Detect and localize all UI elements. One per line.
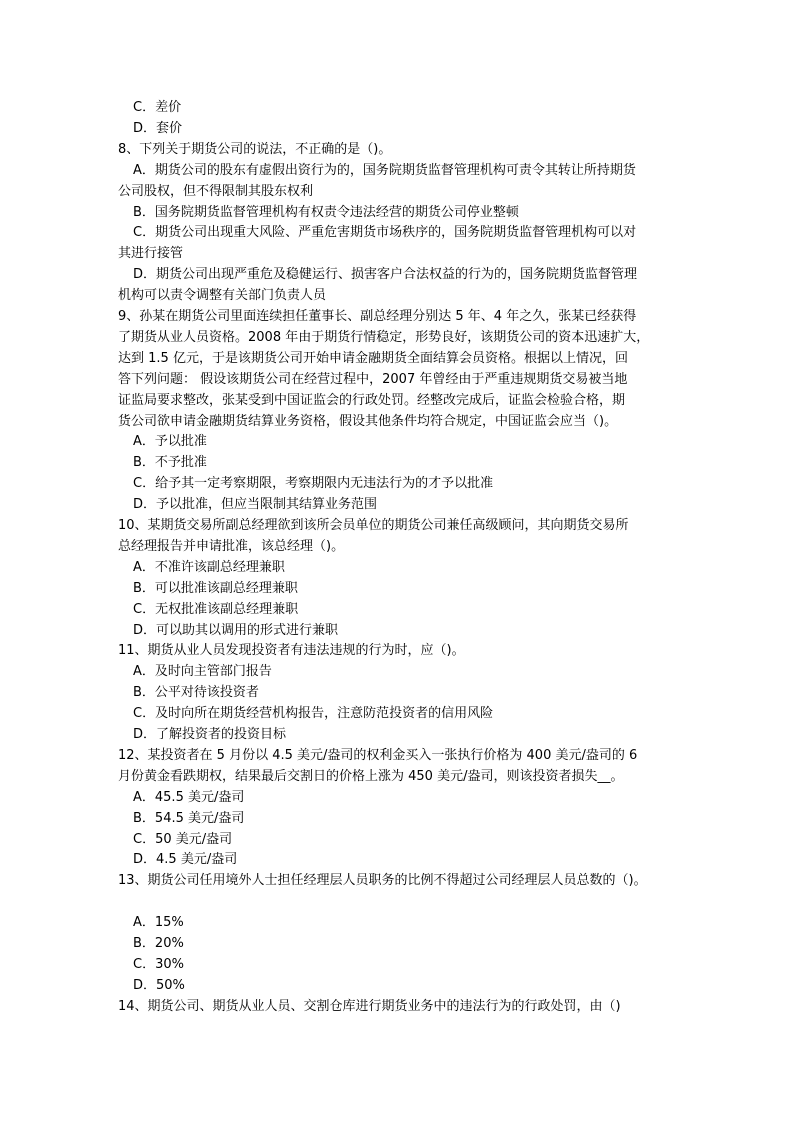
answer-option: B．可以批准该副总经理兼职 <box>133 580 298 596</box>
answer-option: D．了解投资者的投资目标 <box>133 727 287 742</box>
question-text: 公司股权，但不得限制其股东权利 <box>118 183 314 199</box>
answer-option: A．45.5 美元/盎司 <box>133 789 245 805</box>
answer-option: C．30% <box>133 956 184 972</box>
answer-option: C．给予其一定考察期限，考察期限内无违法行为的才予以批准 <box>133 476 494 492</box>
question-text: 答下列问题： 假设该期货公司在经营过程中，2007 年曾经由于严重违规期货交易被当地 <box>118 371 628 387</box>
blank-line <box>118 891 688 912</box>
answer-option: B．不予批准 <box>133 455 207 471</box>
question-text: 其进行接管 <box>118 246 184 262</box>
answer-option: D．套价 <box>133 120 183 136</box>
answer-option: B．公平对待该投资者 <box>133 685 259 701</box>
answer-option: A．期货公司的股东有虚假出资行为的，国务院期货监督管理机构可责令其转让所持期货 <box>133 162 636 178</box>
answer-option: C．50 美元/盎司 <box>133 831 233 847</box>
question-text: 9、孙某在期货公司里面连续担任董事长、副总经理分别达 5 年、4 年之久，张某已经获得 <box>118 309 637 324</box>
question-text: 月份黄金看跌期权，结果最后交割日的价格上涨为 450 美元/盎司，则该投资者损失__。 <box>118 768 624 784</box>
question-text: 11、期货从业人员发现投资者有违法违规的行为时，应（)。 <box>118 643 465 659</box>
answer-option: D．4.5 美元/盎司 <box>133 852 238 868</box>
question-text: 机构可以责令调整有关部门负责人员 <box>118 288 327 304</box>
question-text: 了期货从业人员资格。2008 年由于期货行情稳定，形势良好，该期货公司的资本迅速扩大， <box>118 329 650 345</box>
answer-option: B．国务院期货监督管理机构有权责令违法经营的期货公司停业整顿 <box>133 204 519 220</box>
answer-option: B．54.5 美元/盎司 <box>133 810 245 826</box>
answer-option: D．予以批准，但应当限制其结算业务范围 <box>133 497 378 513</box>
question-text: 13、期货公司任用境外人士担任经理层人员职务的比例不得超过公司经理层人员总数的（)。 <box>118 873 647 889</box>
answer-option: A．15% <box>133 915 184 931</box>
question-text: 总经理报告并申请批准，该总经理（)。 <box>118 538 345 554</box>
answer-option: C．差价 <box>133 100 182 115</box>
answer-option: A．予以批准 <box>133 434 207 450</box>
question-text: 14、期货公司、期货从业人员、交割仓库进行期货业务中的违法行为的行政处罚，由（) <box>118 998 621 1014</box>
answer-option: D．期货公司出现严重危及稳健运行、损害客户合法权益的行为的，国务院期货监督管理 <box>133 267 638 283</box>
answer-option: D．可以助其以调用的形式进行兼职 <box>133 622 339 638</box>
answer-option: C．期货公司出现重大风险、严重危害期货市场秩序的，国务院期货监督管理机构可以对 <box>133 225 637 241</box>
answer-option: C．无权批准该副总经理兼职 <box>133 601 299 617</box>
answer-option: B．20% <box>133 936 184 951</box>
answer-option: D．50% <box>133 977 185 993</box>
answer-option: C．及时向所在期货经营机构报告，注意防范投资者的信用风险 <box>133 706 494 722</box>
answer-option: A．及时向主管部门报告 <box>133 664 272 680</box>
question-text: 10、某期货交易所副总经理欲到该所会员单位的期货公司兼任高级顾问，其向期货交易所 <box>118 518 629 533</box>
question-text: 12、某投资者在 5 月份以 4.5 美元/盎司的权利金买入一张执行价格为 400 美元/盎司的 6 <box>118 747 638 763</box>
question-text: 货公司欲申请金融期货结算业务资格，假设其他条件均符合规定，中国证监会应当（)。 <box>118 413 618 429</box>
question-text: 达到 1.5 亿元，于是该期货公司开始申请金融期货全面结算会员资格。根据以上情况，回 <box>118 350 628 366</box>
question-text: 8、下列关于期货公司的说法，不正确的是（)。 <box>118 141 392 157</box>
answer-option: A．不准许该副总经理兼职 <box>133 559 285 575</box>
question-text: 证监局要求整改，张某受到中国证监会的行政处罚。经整改完成后，证监会检验合格，期 <box>118 392 626 408</box>
